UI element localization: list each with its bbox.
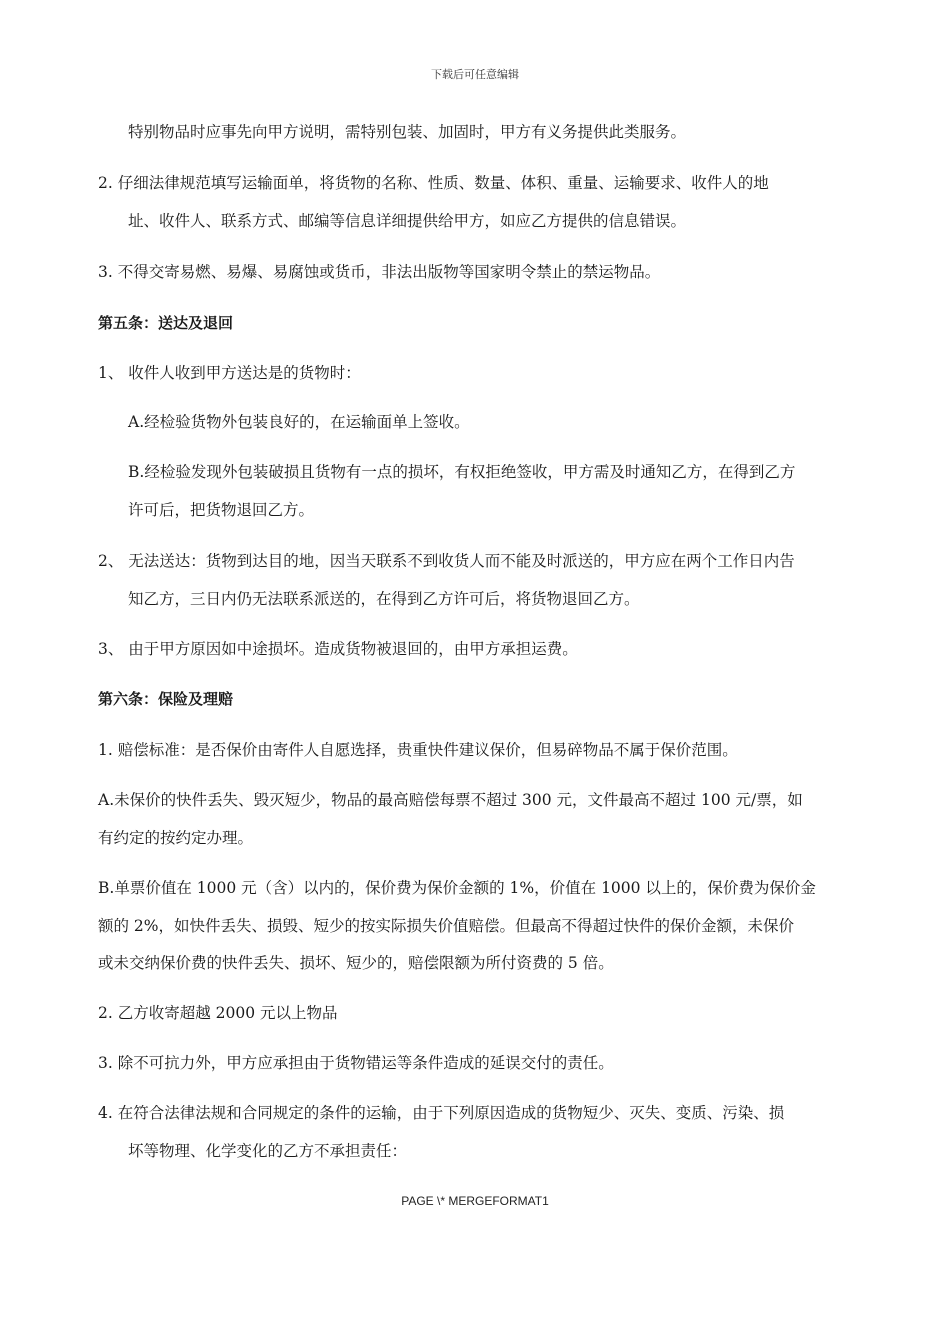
list-item-2: 2、 无法送达：货物到达目的地，因当天联系不到收货人而不能及时派送的，甲方应在两个工作日内告	[98, 552, 795, 570]
sub-item-b: B.单票价值在 1000 元（含）以内的，保价费为保价金额的 1%，价值在 1000 以上的，保价费为保价金	[98, 879, 816, 897]
page-header: 下载后可任意编辑	[431, 68, 519, 81]
paragraph-line: 有约定的按约定办理。	[98, 829, 254, 847]
paragraph-line: 址、收件人、联系方式、邮编等信息详细提供给甲方，如应乙方提供的信息错误。	[128, 212, 687, 230]
page-footer: PAGE \* MERGEFORMAT1	[401, 1194, 549, 1208]
list-item-3: 3. 不得交寄易燃、易爆、易腐蚀或货币，非法出版物等国家明令禁止的禁运物品。	[98, 263, 661, 281]
list-item-2: 2. 仔细法律规范填写运输面单，将货物的名称、性质、数量、体积、重量、运输要求、收件人的地	[98, 174, 769, 192]
list-item-3: 3. 除不可抗力外，甲方应承担由于货物错运等条件造成的延误交付的责任。	[98, 1054, 614, 1072]
list-item-2: 2. 乙方收寄超越 2000 元以上物品	[98, 1004, 338, 1022]
sub-item-b: B.经检验发现外包装破损且货物有一点的损坏，有权拒绝签收，甲方需及时通知乙方，在得到乙方	[128, 463, 796, 481]
sub-item-a: A.未保价的快件丢失、毁灭短少，物品的最高赔偿每票不超过 300 元，文件最高不超过 100 元/票，如	[98, 791, 803, 809]
paragraph-line: 额的 2%，如快件丢失、损毁、短少的按实际损失价值赔偿。但最高不得超过快件的保价金额，未保价	[98, 917, 795, 935]
paragraph-line: 特别物品时应事先向甲方说明，需特别包装、加固时，甲方有义务提供此类服务。	[128, 123, 687, 141]
list-item-1: 1、 收件人收到甲方送达是的货物时：	[98, 364, 361, 382]
list-item-3: 3、 由于甲方原因如中途损坏。造成货物被退回的，由甲方承担运费。	[98, 640, 578, 658]
paragraph-line: 坏等物理、化学变化的乙方不承担责任：	[128, 1142, 408, 1160]
list-item-4: 4. 在符合法律法规和合同规定的条件的运输，由于下列原因造成的货物短少、灭失、变质、污染、损	[98, 1104, 785, 1122]
paragraph-line: 知乙方，三日内仍无法联系派送的，在得到乙方许可后，将货物退回乙方。	[128, 590, 640, 608]
paragraph-line: 许可后，把货物退回乙方。	[128, 501, 315, 519]
list-item-1: 1. 赔偿标准：是否保价由寄件人自愿选择，贵重快件建议保价，但易碎物品不属于保价范围。	[98, 741, 738, 759]
paragraph-line: 或未交纳保价费的快件丢失、损坏、短少的，赔偿限额为所付资费的 5 倍。	[98, 954, 614, 972]
section-heading-5: 第五条：送达及退回	[98, 314, 234, 332]
section-heading-6: 第六条：保险及理赔	[98, 690, 234, 708]
sub-item-a: A.经检验货物外包装良好的，在运输面单上签收。	[128, 413, 470, 431]
